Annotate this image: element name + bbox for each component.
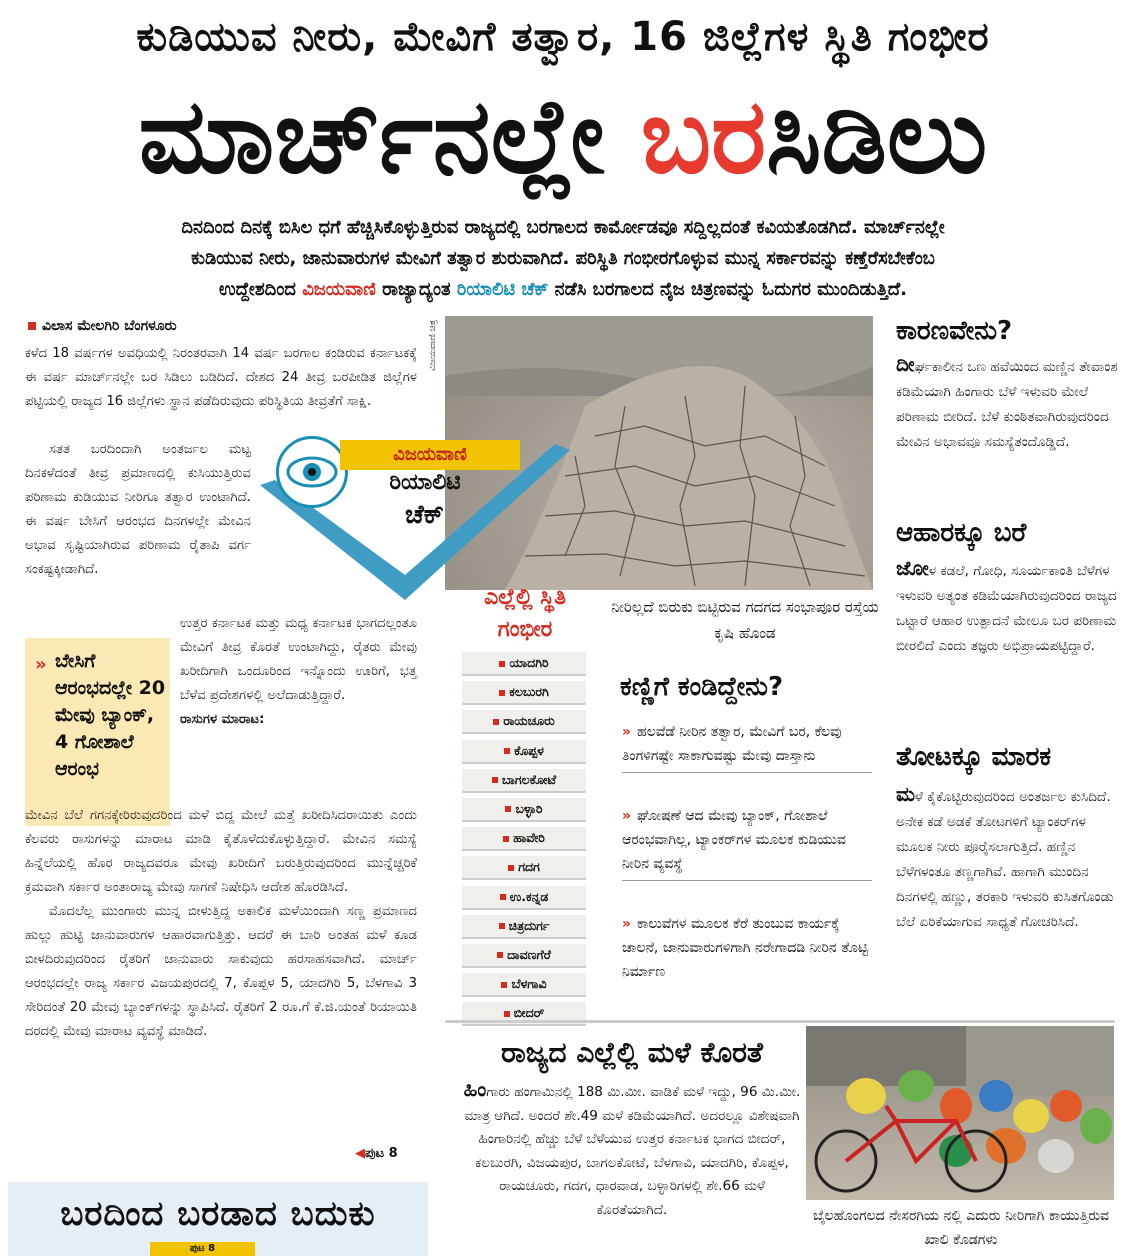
chevron-right-icon: » xyxy=(622,808,632,824)
bullet-icon xyxy=(505,806,511,812)
rain-text xyxy=(462,1078,802,1222)
pullquote-box xyxy=(25,638,170,826)
arrow-icon: ◀ xyxy=(355,1146,365,1161)
left-article-top xyxy=(25,342,417,414)
district-name: ಬೆಳಗಾವಿ xyxy=(511,976,547,992)
district-name: ಗದಗ xyxy=(518,859,540,875)
byline xyxy=(28,318,177,334)
intro-line-3b: ರಾಜ್ಯಾದ್ಯಂತ xyxy=(375,279,457,300)
left-article-p2 xyxy=(25,438,251,582)
district-name: ಕೊಪ್ಪಳ xyxy=(514,742,544,758)
bullet-icon xyxy=(508,865,514,871)
list-item xyxy=(462,944,586,968)
logo-brand: ವಿಜಯವಾಣಿ xyxy=(340,440,520,470)
garden-text xyxy=(896,782,1121,935)
district-name: ದಾವಣಗೆರೆ xyxy=(507,946,551,962)
food-body: ಳ ಕಡಲೆ, ಗೋಧಿ, ಸೂರ್ಯಕಾಂತಿ ಬೆಳೆಗಳ ಇಳುವರಿ ಅತ್ಯಂತ ಕಡಿಮೆಯಾಗಿರುವುದರಿಂದ ರಾಜ್ಯದ ಒಟ್ಟಾರೆ ಆಹಾರ ಉತ್ಪಾದನೆ ಮೇಲೂ ಬರ ಪರಿಣಾಮ ಬೀರಲಿದೆ ಎಂದು ತಜ್ಞರು ಅಭಿಪ್ರಾಯಪಟ್ಟಿದ್ದಾರೆ. xyxy=(896,563,1117,654)
bullet-icon xyxy=(499,661,505,667)
intro-brand: ವಿಜಯವಾಣಿ xyxy=(302,279,376,300)
bullet-icon xyxy=(503,836,509,842)
left-para-4 xyxy=(180,708,417,732)
seen-item-3 xyxy=(622,912,872,988)
chevron-right-icon: » xyxy=(35,654,47,675)
logo-check: ಚೆಕ್ xyxy=(405,500,444,530)
list-item xyxy=(462,798,586,822)
garden-body: ಳೆ ಕೈಕೊಟ್ಟಿರುವುದರಿಂದ ಅಂತರ್ಜಲ ಕುಸಿದಿದೆ. ಅನೇಕ ಕಡೆ ಅಡಕೆ ತೋಟಗಳಿಗೆ ಟ್ಯಾಂಕರ್‌ಗಳ ಮೂಲಕ ನೀರು ಪೂರೈಸಲಾಗುತ್ತಿದೆ. ಹಣ್ಣಿನ ಬೆಳೆಗಳಂತೂ ತಣ್ಣಗಾಗಿವೆ. ಹಾಗಾಗಿ ಮುಂದಿನ ದಿನಗಳಲ್ಲಿ ಹಣ್ಣು, ತರಕಾರಿ ಇಳುವರಿ ಕುಸಿತಗೊಂಡು ಬೆಲೆ ಏರಿಕೆಯಾಗುವ ಸಾಧ್ಯತೆ ಗೋಚರಿಸಿದೆ. xyxy=(896,789,1114,930)
rain-body: ಗಾರು ಹಂಗಾಮಿನಲ್ಲಿ 188 ಮಿ.ಮೀ. ವಾಡಿಕೆ ಮಳೆ ಇದ್ದು, 96 ಮಿ.ಮೀ. ಮಾತ್ರ ಆಗಿದೆ. ಅಂದರೆ ಶೇ.49 ಮಳೆ ಕಡಿಮೆಯಾಗಿದೆ. ಅದರಲ್ಲೂ ವಿಶೇಷವಾಗಿ ಹಿಂಗಾರಿನಲ್ಲಿ ಹೆಚ್ಚು ಬೆಳೆ ಬೆಳೆಯುವ ಉತ್ತರ ಕರ್ನಾಟಕ ಭಾಗದ ಬೀದರ್, ಕಲಬುರಗಿ, ವಿಜಯಪುರ, ಬಾಗಲಕೋಟೆ, ಬೆಳಗಾವಿ, ಯಾದಗಿರಿ, ಕೊಪ್ಪಳ, ರಾಯಚೂರು, ಗದಗ, ಧಾರವಾಡ, ಬಳ್ಳಾರಿಗಳಲ್ಲಿ ಶೇ.66 ಮಳೆ ಕೊರತೆಯಾಗಿದೆ. xyxy=(464,1084,801,1218)
left-para-4-lead: ರಾಸುಗಳ ಮಾರಾಟ: xyxy=(180,712,265,727)
bullet-icon xyxy=(501,982,507,988)
list-item xyxy=(462,915,586,939)
rain-dropcap: ಹಿಂ xyxy=(463,1077,487,1101)
seen-item-text: ಘೋಷಣೆ ಆದ ಮೇವು ಬ್ಯಾಂಕ್, ಗೋಶಾಲೆ ಆರಂಭವಾಗಿಲ್ಲ, ಟ್ಯಾಂಕರ್‌ಗಳ ಮೂಲಕ ಕುಡಿಯುವ ನೀರಿನ ವ್ಯವಸ್ಥೆ xyxy=(622,808,846,872)
photo-credit: ವಿಜಯವಾಣಿ ಚಿತ್ರ xyxy=(428,320,438,371)
intro-line-3 xyxy=(30,274,1096,305)
seen-heading: ಕಣ್ಣಿಗೆ ಕಂಡಿದ್ದೇನು? xyxy=(620,672,784,702)
food-dropcap: ಜೋ xyxy=(896,556,929,580)
district-name: ಬಳ್ಳಾರಿ xyxy=(515,800,543,816)
reason-dropcap: ದೀ xyxy=(896,352,915,376)
list-item xyxy=(462,856,586,880)
district-name: ಚಿತ್ರದುರ್ಗ xyxy=(508,917,550,933)
headline-part1: ಮಾರ್ಚ್‌ನಲ್ಲೇ xyxy=(138,75,641,197)
list-item xyxy=(462,740,586,764)
photo2-caption: ಬೈಲಹೊಂಗಲದ ನೇಸರಗಿಯ ನಲ್ಲಿ ಎದುರು ನೀರಿಗಾಗಿ ಕಾಯುತ್ತಿರುವ ಖಾಲಿ ಕೊಡಗಳು xyxy=(812,1208,1110,1248)
left-para-1: ಕಳೆದ 18 ವರ್ಷಗಳ ಅವಧಿಯಲ್ಲಿ ನಿರಂತರವಾಗಿ 14 ವರ್ಷ ಬರಗಾಲ ಕಂಡಿರುವ ಕರ್ನಾಟಕಕ್ಕೆ ಈ ವರ್ಷ ಮಾರ್ಚ್‌ನಲ್ಲೇ ಬರ ಸಿಡಿಲು ಬಡಿದಿದೆ. ದೇಶದ 24 ತೀವ್ರ ಬರಪೀಡಿತ ಜಿಲ್ಲೆಗಳ ಪಟ್ಟಿಯಲ್ಲಿ ರಾಜ್ಯದ 16 ಜಿಲ್ಲೆಗಳು ಸ್ಥಾನ ಪಡೆದಿರುವುದು ಪರಿಸ್ಥಿತಿಯ ತೀವ್ರತೆಗೆ ಸಾಕ್ಷಿ. xyxy=(25,346,417,409)
list-item xyxy=(462,827,586,851)
headline-part3: ಸಿಡಿಲು xyxy=(766,75,988,197)
list-item xyxy=(462,769,586,793)
list-item xyxy=(462,973,586,997)
pots-and-bicycle-image xyxy=(806,1026,1114,1200)
chevron-right-icon: » xyxy=(622,724,632,740)
district-name: ಯಾದಗಿರಿ xyxy=(509,655,549,670)
intro-line-3c: ನಡೆಸಿ ಬರಗಾಲದ ನೈಜ ಚಿತ್ರಣವನ್ನು ಓದುಗರ ಮುಂದಿಡುತ್ತಿದೆ. xyxy=(548,279,907,300)
chevron-right-icon: » xyxy=(622,916,632,932)
list-item xyxy=(462,886,586,910)
district-name: ಬೀದರ್ xyxy=(513,1005,545,1021)
district-name: ರಾಯಚೂರು xyxy=(503,713,555,729)
garden-dropcap: ಮ xyxy=(896,782,916,806)
reason-text xyxy=(896,352,1121,455)
main-headline xyxy=(0,76,1126,196)
districts-heading: ಎಲ್ಲೆಲ್ಲಿ ಸ್ಥಿತಿ ಗಂಭೀರ xyxy=(484,585,566,642)
seen-item-2 xyxy=(622,804,872,881)
teaser-page-tag[interactable]: ಪುಟ 8 xyxy=(150,1242,255,1256)
intro-line-1: ದಿನದಿಂದ ದಿನಕ್ಕೆ ಬಿಸಿಲ ಧಗೆ ಹೆಚ್ಚಿಸಿಕೊಳ್ಳುತ್ತಿರುವ ರಾಜ್ಯದಲ್ಲಿ ಬರಗಾಲದ ಕಾರ್ಮೋಡವೂ ಸದ್ದಿಲ್ಲದಂತೆ ಕವಿಯತೊಡಗಿದೆ. ಮಾರ್ಚ್‌ನಲ್ಲೇ xyxy=(181,217,945,238)
bullet-icon xyxy=(499,690,505,696)
list-item xyxy=(462,681,586,705)
teaser-title: ಬರದಿಂದ ಬರಡಾದ ಬದುಕು xyxy=(60,1194,376,1234)
list-item xyxy=(462,710,586,734)
seen-item-1 xyxy=(622,720,872,773)
kicker-headline: ಕುಡಿಯುವ ನೀರು, ಮೇವಿಗೆ ತತ್ವಾರ, 16 ಜಿಲ್ಲೆಗಳ ಸ್ಥಿತಿ ಗಂಭೀರ xyxy=(136,14,990,60)
pullquote-text: ಬೇಸಿಗೆ ಆರಂಭದಲ್ಲೇ 20 ಮೇವು ಬ್ಯಾಂಕ್, 4 ಗೋಶಾಲೆ ಆರಂಭ xyxy=(55,650,166,780)
logo-reality: ರಿಯಾಲಿಟಿ xyxy=(389,470,461,495)
left-para-3: ಉತ್ತರ ಕರ್ನಾಟಕ ಮತ್ತು ಮಧ್ಯ ಕರ್ನಾಟಕ ಭಾಗದಲ್ಲಂತೂ ಮೇವಿಗೆ ತೀವ್ರ ಕೊರತೆ ಉಂಟಾಗಿದ್ದು, ರೈತರು ಮೇವು ಖರೀದಿಗಾಗಿ ಒಂದೂರಿಂದ ಇನ್ನೊಂದು ಊರಿಗೆ, ಭತ್ತ ಬೆಳೆವ ಪ್ರದೇಶಗಳಲ್ಲಿ ಅಲೆದಾಡುತ್ತಿದ್ದಾರೆ. xyxy=(180,616,417,703)
page-ref-text: ಪುಟ 8 xyxy=(365,1146,398,1161)
food-heading: ಆಹಾರಕ್ಕೂ ಬರೆ xyxy=(896,518,1027,548)
left-para-2: ಸತತ ಬರದಿಂದಾಗಿ ಅಂತರ್ಜಲ ಮಟ್ಟ ದಿನಕಳೆದಂತೆ ತೀವ್ರ ಪ್ರಮಾಣದಲ್ಲಿ ಕುಸಿಯುತ್ತಿರುವ ಪರಿಣಾಮ ಕುಡಿಯುವ ನೀರಿಗೂ ತತ್ವಾರ ಉಂಟಾಗಿದೆ. ಈ ವರ್ಷ ಬೇಸಿಗೆ ಆರಂಭದ ದಿನಗಳಲ್ಲೇ ಮೇವಿನ ಅಭಾವ ಸೃಷ್ಟಿಯಾಗಿರುವ ಪರಿಣಾಮ ರೈತಾಪಿ ವರ್ಗ ಸಂಕಷ್ಟಕ್ಕೀಡಾಗಿದೆ. xyxy=(25,442,251,577)
left-para-4-body: ಮೇವಿನ ಬೆಲೆ ಗಗನಕ್ಕೇರಿರುವುದರಿಂದ ಮಳೆ ಬಿದ್ದ ಮೇಲೆ ಮತ್ತೆ ಖರೀದಿಸಿದರಾಯಿತು ಎಂದು ಕೆಲವರು ರಾಸುಗಳನ್ನು ಮಾರಾಟ ಮಾಡಿ ಕೈತೊಳೆದುಕೊಳ್ಳುತ್ತಿದ್ದಾರೆ. ಮೇವಿನ ಸಮಸ್ಯೆ ಹಿನ್ನೆಲೆಯಲ್ಲಿ ಹೊರ ರಾಜ್ಯದವರೂ ಮೇವು ಖರೀದಿಗೆ ಬರುತ್ತಿರುವುದರಿಂದ ಮುನ್ನೆಚ್ಚರಿಕೆ ಕ್ರಮವಾಗಿ ಸರ್ಕಾರ ಅಂತಾರಾಜ್ಯ ಮೇವು ಸಾಗಣೆ ನಿಷೇಧಿಸಿ ಆದೇಶ ಹೊರಡಿಸಿದೆ. xyxy=(25,808,417,895)
byline-marker-icon xyxy=(28,322,36,330)
headline-part2: ಬರ xyxy=(640,75,767,197)
byline-text: ವಿಲಾಸ ಮೇಲಗಿರಿ ಬೆಂಗಳೂರು xyxy=(42,318,177,334)
bullet-icon xyxy=(500,894,506,900)
page-ref[interactable] xyxy=(355,1146,398,1161)
bullet-icon xyxy=(504,748,510,754)
food-text xyxy=(896,556,1121,659)
district-name: ಕಲಬುರಗಿ xyxy=(509,684,549,700)
rain-heading: ರಾಜ್ಯದ ಎಲ್ಲೆಲ್ಲಿ ಮಳೆ ಕೊರತೆ xyxy=(501,1036,763,1069)
left-article-p3 xyxy=(180,612,417,732)
water-pots-photo xyxy=(806,1026,1114,1200)
bullet-icon xyxy=(504,1011,510,1017)
bullet-icon xyxy=(497,952,503,958)
intro-reality-check: ರಿಯಾಲಿಟಿ ಚೆಕ್ xyxy=(456,279,549,300)
district-name: ಹಾವೇರಿ xyxy=(513,830,545,846)
photo-caption: ನೀರಿಲ್ಲದೆ ಬಿರುಕು ಬಿಟ್ಟಿರುವ ಗದಗದ ಸಂಭಾಪೂರ ರಸ್ತೆಯ ಕೃಷಿ ಹೊಂಡ xyxy=(611,598,879,642)
bullet-icon xyxy=(499,923,505,929)
seen-item-text: ಕಾಲುವೆಗಳ ಮೂಲಕ ಕೆರೆ ತುಂಬುವ ಕಾರ್ಯಕ್ಕೆ ಚಾಲನೆ, ಜಾನುವಾರುಗಳಿಗಾಗಿ ನರೇಗಾದಡಿ ನೀರಿನ ತೊಟ್ಟಿ ನಿರ್ಮಾಣ xyxy=(622,916,869,980)
bullet-icon xyxy=(493,719,499,725)
garden-heading: ತೋಟಕ್ಕೂ ಮಾರಕ xyxy=(896,742,1052,772)
bullet-icon xyxy=(492,777,498,783)
eye-icon xyxy=(276,436,348,508)
left-article-bottom xyxy=(25,804,417,1044)
districts-list xyxy=(462,652,586,1031)
section-divider xyxy=(445,1020,1115,1023)
reason-body: ರ್ಘಕಾಲೀನ ಒಣ ಹವೆಯಿಂದ ಮಣ್ಣಿನ ತೇವಾಂಶ ಕಡಿಮೆಯಾಗಿ ಹಿಂಗಾರು ಬೆಳೆ ಇಳುವರಿ ಮೇಲೆ ಪರಿಣಾಮ ಬೀರಿದೆ. ಬೆಳೆ ಕುಂಠಿತವಾಗಿರುವುದರಿಂದ ಮೇವಿನ ಅಭಾವವೂ ಸಮಸ್ಯೆತಂದೊಡ್ಡಿದೆ. xyxy=(896,359,1118,450)
list-item xyxy=(462,652,586,676)
intro-line-2: ಕುಡಿಯುವ ನೀರು, ಜಾನುವಾರುಗಳ ಮೇವಿಗೆ ತತ್ವಾರ ಶುರುವಾಗಿದೆ. ಪರಿಸ್ಥಿತಿ ಗಂಭೀರಗೊಳ್ಳುವ ಮುನ್ನ ಸರ್ಕಾರವನ್ನು ಕಣ್ತೆರೆಸಬೇಕೆಂಬ xyxy=(191,248,935,269)
left-para-5: ಮೊದಲೆಲ್ಲ ಮುಂಗಾರು ಮುನ್ನ ಬೀಳುತ್ತಿದ್ದ ಅಕಾಲಿಕ ಮಳೆಯಿಂದಾಗಿ ಸಣ್ಣ ಪ್ರಮಾಣದ ಹುಲ್ಲು ಹುಟ್ಟಿ ಜಾನುವಾರುಗಳ ಆಹಾರವಾಗುತ್ತಿತ್ತು. ಆದರೆ ಈ ಬಾರಿ ಅಂತಹ ಮಳೆ ಕೂಡ ಬೀಳದಿರುವುದರಿಂದ ರೈತರಿಗೆ ಜಾನುವಾರು ಸಾಕುವುದು ಹರಸಾಹಸವಾಗಿದೆ. ಮಾರ್ಚ್ ಆರಂಭದಲ್ಲೇ ರಾಜ್ಯ ಸರ್ಕಾರ ವಿಜಯಪುರದಲ್ಲಿ 7, ಕೊಪ್ಪಳ 5, ಯಾದಗಿರಿ 5, ಬೆಳಗಾವಿ 3 ಸೇರಿದಂತೆ 20 ಮೇವು ಬ್ಯಾಂಕ್‌ಗಳನ್ನು ಸ್ಥಾಪಿಸಿದೆ. ರೈತರಿಗೆ 2 ರೂ.ಗೆ ಕೆ.ಜಿ.ಯಂತೆ ರಿಯಾಯಿತಿ ದರದಲ್ಲಿ ಮೇವು ಮಾರಾಟ ವ್ಯವಸ್ಥೆ ಮಾಡಿದೆ. xyxy=(25,904,417,1039)
seen-item-text: ಹಲವೆಡೆ ನೀರಿನ ತತ್ವಾರ, ಮೇವಿಗೆ ಬರ, ಕೆಲವು ತಿಂಗಳಿಗಷ್ಟೇ ಸಾಕಾಗುವಷ್ಟು ಮೇವು ದಾಸ್ತಾನು xyxy=(622,724,842,764)
district-name: ಉ.ಕನ್ನಡ xyxy=(509,888,549,904)
reason-heading: ಕಾರಣವೇನು? xyxy=(896,316,1013,346)
intro-line-3a: ಉದ್ದೇಶದಿಂದ xyxy=(218,279,303,300)
intro-paragraph xyxy=(30,212,1096,305)
district-name: ಬಾಗಲಕೋಟೆ xyxy=(501,771,557,787)
